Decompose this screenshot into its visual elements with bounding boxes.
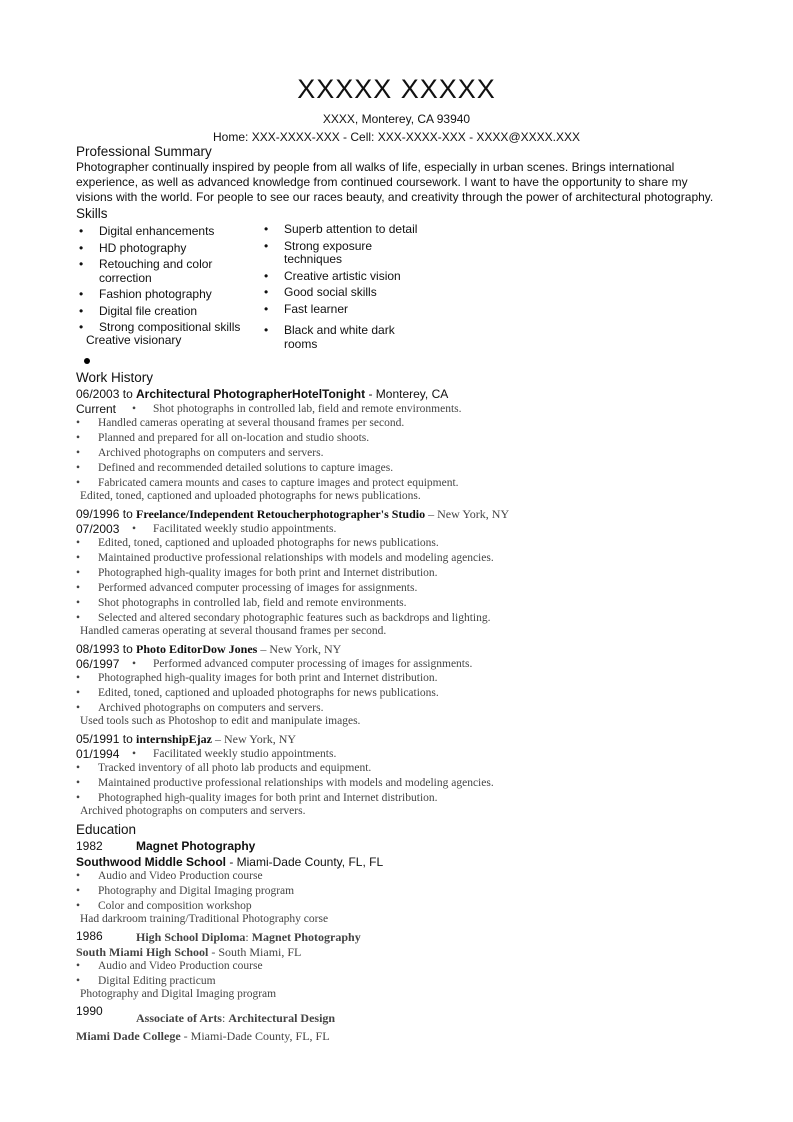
- job-title-line: [136, 732, 296, 747]
- skill-item: • Strong exposure techniques: [261, 240, 421, 267]
- job-bullet: • Maintained productive professional relationships with models and modeling agencies.: [76, 777, 494, 789]
- job-end-date: 06/1997: [76, 657, 120, 671]
- edu-school: Miami Dade College: [76, 1029, 181, 1043]
- edu-degree: Magnet Photography: [136, 839, 256, 853]
- skill-item: • Superb attention to detail: [261, 223, 421, 237]
- job-bullet: • Archived photographs on computers and servers.: [76, 702, 324, 714]
- job-bullet: • Fabricated camera mounts and cases to capture images and protect equipment.: [76, 477, 459, 489]
- contact-line: Home: XXX-XXXX-XXX - Cell: XXX-XXXX-XXX - XXXX@XXXX.XXX: [213, 130, 580, 144]
- job-bullet: • Tracked inventory of all photo lab products and equipment.: [76, 762, 372, 774]
- job-location: – New York, NY: [425, 507, 510, 521]
- skill-item: • Digital enhancements: [76, 225, 251, 239]
- job-bullet: • Shot photographs in controlled lab, field and remote environments.: [76, 597, 407, 609]
- summary-text: Photographer continually inspired by people from all walks of life, especially in urban scenes. Brings international experience, as well as advanced knowledge from continued coursework. I want to have the opportunity to share my visions with the world. For people to see our races beauty, and creativity through the power of architectural photography.: [76, 160, 714, 204]
- skill-item: • Retouching and color correction: [76, 258, 251, 285]
- job-end-date: 07/2003: [76, 522, 120, 536]
- edu-location: - Miami-Dade County, FL, FL: [225, 855, 384, 869]
- skills-left-list: [76, 225, 251, 338]
- job-note: Handled cameras operating at several thousand frames per second.: [80, 625, 387, 637]
- edu-degree-line: High School Diploma: Magnet Photography: [136, 930, 361, 944]
- summary-heading: Professional Summary: [76, 144, 212, 159]
- edu-degree-line: Associate of Arts: Architectural Design: [136, 1011, 336, 1025]
- skill-item: • Black and white dark rooms: [261, 324, 421, 351]
- skill-item: • Strong compositional skills: [76, 321, 251, 335]
- candidate-name: XXXXX XXXXX: [297, 74, 496, 104]
- job-bullet: • Maintained productive professional relationships with models and modeling agencies.: [76, 552, 494, 564]
- job-title: Freelance/Independent Retoucherphotographer's Studio: [136, 507, 426, 521]
- skill-item: • Fast learner: [261, 303, 421, 317]
- job-dates: 05/1991 to: [76, 732, 133, 746]
- job-bullet: • Defined and recommended detailed solutions to capture images.: [76, 462, 394, 474]
- edu-school-line: [76, 945, 301, 960]
- address: XXXX, Monterey, CA 93940: [322, 112, 471, 126]
- job-bullet: • Photographed high-quality images for both print and Internet distribution.: [76, 792, 438, 804]
- edu-location: - South Miami, FL: [208, 945, 302, 959]
- edu-note: Had darkroom training/Traditional Photography corse: [80, 913, 329, 925]
- edu-bullet: • Audio and Video Production course: [76, 960, 263, 972]
- skill-item: • HD photography: [76, 242, 251, 256]
- job-dates: 06/2003 to: [76, 387, 133, 401]
- job-bullet: • Selected and altered secondary photographic features such as backdrops and lighting.: [76, 612, 491, 624]
- edu-school: Southwood Middle School: [76, 855, 226, 869]
- edu-location: - Miami-Dade County, FL, FL: [180, 1029, 330, 1043]
- job-title: internshipEjaz: [136, 732, 213, 746]
- job-location: – New York, NY: [257, 642, 342, 656]
- edu-year: 1990: [76, 1004, 103, 1018]
- job-title: Architectural PhotographerHotelTonight: [136, 387, 366, 401]
- job-title: Photo EditorDow Jones: [136, 642, 258, 656]
- bullet-dot: [84, 358, 90, 364]
- job-end-date: Current: [76, 402, 117, 416]
- job-note: Edited, toned, captioned and uploaded photographs for news publications.: [80, 490, 421, 502]
- job-end-date: 01/1994: [76, 747, 120, 761]
- skill-item: • Good social skills: [261, 286, 421, 300]
- job-location: – New York, NY: [212, 732, 297, 746]
- job-bullet: • Archived photographs on computers and servers.: [76, 447, 324, 459]
- skill-item: • Digital file creation: [76, 305, 251, 319]
- job-bullet: • Edited, toned, captioned and uploaded photographs for news publications.: [76, 537, 439, 549]
- work-heading: Work History: [76, 370, 154, 385]
- edu-year: 1982: [76, 839, 103, 853]
- edu-school-line: [76, 1029, 330, 1044]
- job-location: - Monterey, CA: [365, 387, 449, 401]
- edu-note: Photography and Digital Imaging program: [80, 988, 277, 1000]
- job-bullet: • Planned and prepared for all on-location and studio shoots.: [76, 432, 370, 444]
- skills-heading: Skills: [76, 206, 108, 221]
- skills-right-list: [261, 223, 421, 354]
- job-title-line: [136, 387, 448, 401]
- job-note: Used tools such as Photoshop to edit and manipulate images.: [80, 715, 361, 727]
- job-bullet: • Facilitated weekly studio appointments.: [132, 523, 337, 535]
- edu-bullet: • Audio and Video Production course: [76, 870, 263, 882]
- edu-bullet: • Digital Editing practicum: [76, 975, 216, 987]
- job-bullet: • Performed advanced computer processing of images for assignments.: [132, 658, 473, 670]
- job-bullet: • Edited, toned, captioned and uploaded photographs for news publications.: [76, 687, 439, 699]
- edu-school-line: [76, 855, 383, 869]
- job-bullet: • Photographed high-quality images for both print and Internet distribution.: [76, 567, 438, 579]
- education-heading: Education: [76, 822, 137, 837]
- job-dates: 09/1996 to: [76, 507, 133, 521]
- skill-item: • Fashion photography: [76, 288, 251, 302]
- job-title-line: [136, 507, 509, 522]
- job-bullet: • Photographed high-quality images for both print and Internet distribution.: [76, 672, 438, 684]
- job-bullet: • Handled cameras operating at several thousand frames per second.: [76, 417, 405, 429]
- skill-item-extra: Creative visionary: [86, 333, 182, 347]
- job-bullet: • Facilitated weekly studio appointments.: [132, 748, 337, 760]
- skill-item: • Creative artistic vision: [261, 270, 421, 284]
- edu-bullet: • Color and composition workshop: [76, 900, 252, 912]
- job-bullet: • Shot photographs in controlled lab, field and remote environments.: [132, 403, 462, 415]
- edu-bullet: • Photography and Digital Imaging program: [76, 885, 295, 897]
- job-note: Archived photographs on computers and servers.: [80, 805, 306, 817]
- job-dates: 08/1993 to: [76, 642, 133, 656]
- edu-school: South Miami High School: [76, 945, 209, 959]
- job-bullet: • Performed advanced computer processing of images for assignments.: [76, 582, 418, 594]
- edu-year: 1986: [76, 929, 103, 943]
- job-title-line: [136, 642, 341, 657]
